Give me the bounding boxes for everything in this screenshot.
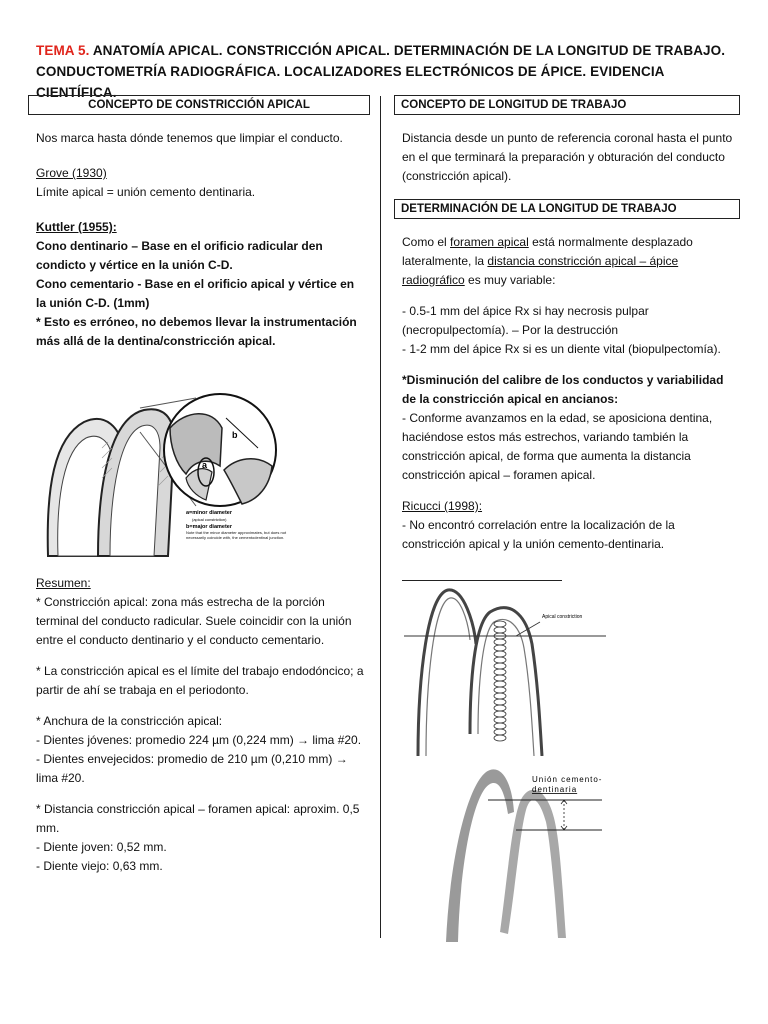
label-b: b: [232, 430, 238, 440]
fig1-label: Apical constriction: [542, 614, 583, 620]
section-box-determinacion: [394, 199, 740, 219]
foramen-apical-term: foramen apical: [450, 235, 529, 249]
ancianos-text: - Conforme avanzamos en la edad, se aposiciona dentina, haciéndose estos más estrechos, variando también la constricción apical, de forma que aumenta la distancia constricción apical – foramen apical.: [402, 411, 713, 482]
section-title-constriccion: CONCEPTO DE CONSTRICCIÓN APICAL: [88, 99, 310, 111]
longitud-definition: [402, 129, 736, 186]
cono-cementario: Cono cementario - Base en el orificio apical y vértice en la unión C-D. (1mm): [36, 277, 355, 310]
anchura-2: - Dientes envejecidos: promedio de 210 µm (0,210 mm) → lima #20.: [36, 752, 348, 785]
separator-line: [402, 580, 562, 581]
section-box-constriccion: [28, 95, 370, 115]
tema-label: TEMA 5.: [36, 43, 90, 58]
column-divider: [380, 96, 381, 938]
necrosis-text: - 0.5-1 mm del ápice Rx si hay necrosis pulpar (necropulpectomía). – Por la destrucción: [402, 304, 649, 337]
distancia-2: - Diente viejo: 0,63 mm.: [36, 859, 163, 873]
distancia-term: distancia constricción apical – ápice radiográfico: [402, 254, 679, 287]
section-title-determinacion: DETERMINACIÓN DE LA LONGITUD DE TRABAJO: [401, 203, 677, 215]
left-column-top: [36, 129, 366, 351]
ricucci-text: - No encontró correlación entre la localización de la constricción apical y la unión cemento-dentinaria.: [402, 518, 675, 551]
kuttler-title: Kuttler (1955):: [36, 220, 117, 234]
cono-dentinario: Cono dentinario – Base en el orificio radicular den condicto y vértice en la unión C-D.: [36, 239, 323, 272]
foramen-paragraph: Como el foramen apical está normalmente desplazado lateralmente, la distancia constricción apical – ápice radiográfico es muy variable:: [402, 235, 693, 287]
resumen-title: Resumen:: [36, 576, 91, 590]
left-column-bottom: [36, 574, 366, 876]
ancianos-title: *Disminución del calibre de los conductos y variabilidad de la constricción apical en ancianos:: [402, 373, 724, 406]
erroneo-note: * Esto es erróneo, no debemos llevar la instrumentación más allá de la dentina/constricción apical.: [36, 315, 357, 348]
distancia-title: * Distancia constricción apical – foramen apical: aproxim. 0,5 mm.: [36, 802, 360, 835]
resumen-2: * La constricción apical es el límite del trabajo endodóncico; a partir de ahí se trabaja en el periodonto.: [36, 664, 364, 697]
grove-text: Límite apical = unión cemento dentinaria.: [36, 185, 256, 199]
anchura-1: - Dientes jóvenes: promedio 224 µm (0,224 mm) → lima #20.: [36, 733, 362, 747]
apical-constriction-figure: [36, 388, 296, 560]
longitud-def-text: Distancia desde un punto de referencia coronal hasta el punto en el que terminará la preparación y obturación del conducto (constricción apical).: [402, 131, 733, 183]
section-title-longitud: CONCEPTO DE LONGITUD DE TRABAJO: [401, 99, 627, 111]
title-text: ANATOMÍA APICAL. CONSTRICCIÓN APICAL. DETERMINACIÓN DE LA LONGITUD DE TRABAJO. CONDUCTOMETRÍA RADIOGRÁFICA. LOCALIZADORES ELECTRÓNICOS DE ÁPICE. EVIDENCIA CIENTÍFICA.: [36, 43, 726, 100]
grove-title: Grove (1930): [36, 166, 107, 180]
fig2-label-1: Unión cemento-: [532, 775, 603, 784]
intro-text: Nos marca hasta dónde tenemos que limpiar el conducto.: [36, 131, 343, 145]
anchura-title: * Anchura de la constricción apical:: [36, 714, 223, 728]
ricucci-title: Ricucci (1998):: [402, 499, 483, 513]
document-title: [36, 40, 736, 103]
right-column-body: [402, 233, 736, 554]
fig2-label-2: dentinaria: [532, 785, 578, 794]
resumen-1: * Constricción apical: zona más estrecha de la porción terminal del conducto radicular. Suele coincidir con la unión entre el conducto dentinario y el conducto cementario.: [36, 595, 352, 647]
canal-file: [494, 621, 506, 741]
legend-a-sub: (apical constriction): [192, 517, 227, 522]
label-a: a: [202, 460, 208, 470]
legend-b: b=major diameter: [186, 524, 233, 530]
section-box-longitud: [394, 95, 740, 115]
apical-constriction-diagram: [400, 584, 610, 756]
legend-note: Note that the minor diameter approximates, but does not necessarily coincide with, the cementodentinal junction.: [186, 530, 287, 540]
legend-a: a=minor diameter: [186, 510, 233, 516]
distancia-1: - Diente joven: 0,52 mm.: [36, 840, 167, 854]
cementodentinal-junction-diagram: [410, 762, 610, 942]
vital-text: - 1-2 mm del ápice Rx si es un diente vital (biopulpectomía).: [402, 342, 721, 356]
